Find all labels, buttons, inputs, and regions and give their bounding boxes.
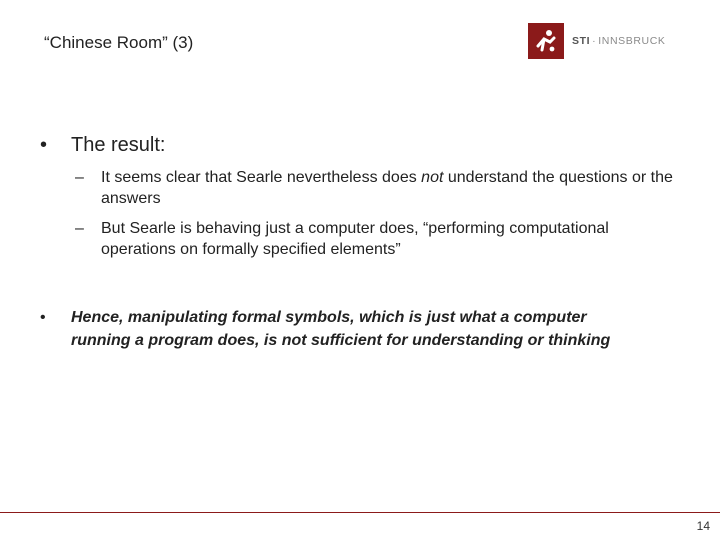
dash-marker: – <box>75 169 84 186</box>
sub-bullet-understanding-text <box>101 167 675 209</box>
bullet-result-text: The result: <box>71 134 166 156</box>
sub-bullet-computer-text: But Searle is behaving just a computer does, “performing computational operations on formally specified elements” <box>101 220 609 258</box>
sub-1-after: understand the questions or the answers <box>101 169 673 207</box>
logo-text <box>572 35 666 47</box>
bullet-marker: • <box>40 134 48 156</box>
logo-brand: STI <box>572 35 591 47</box>
sub-1-before: It seems clear that Searle nevertheless does <box>101 169 422 186</box>
bullet-conclusion-text: Hence, manipulating formal symbols, which is just what a computer running a program does, is not sufficient for understanding or thinking <box>71 309 611 349</box>
logo-location: INNSBRUCK <box>598 35 666 47</box>
bullet-marker: • <box>40 309 46 326</box>
sti-innsbruck-logo <box>528 23 666 59</box>
dash-marker: – <box>75 220 84 237</box>
slide-title: “Chinese Room” (3) <box>44 33 194 52</box>
sti-logo-mark-icon <box>528 23 564 59</box>
sub-bullet-understanding <box>75 167 675 209</box>
logo-separator: · <box>592 35 597 47</box>
bullet-result <box>40 134 165 157</box>
footer-divider <box>0 512 720 513</box>
page-number: 14 <box>696 519 710 533</box>
bullet-conclusion <box>40 306 630 352</box>
sub-bullet-computer <box>75 218 675 260</box>
sub-1-emphasis: not <box>421 169 444 186</box>
